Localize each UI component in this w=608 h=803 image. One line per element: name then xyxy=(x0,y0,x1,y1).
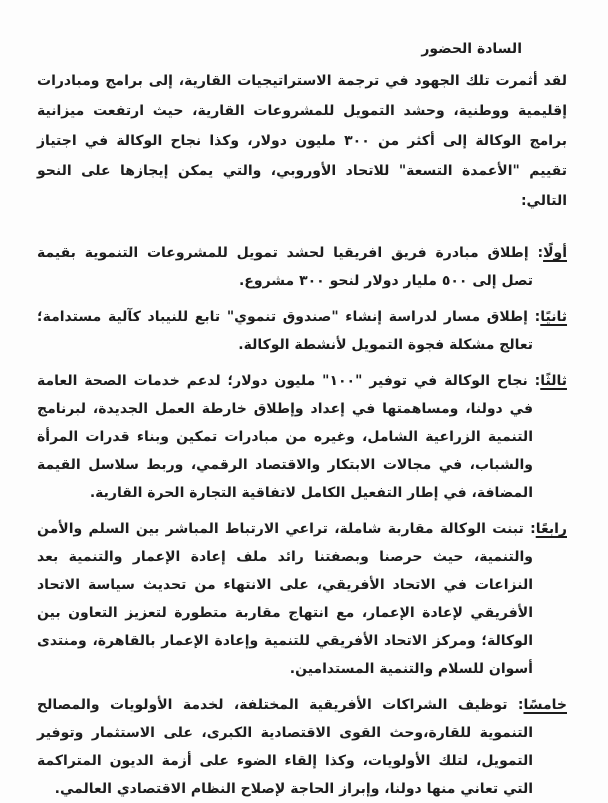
intro-paragraph: لقد أثمرت تلك الجهود في ترجمة الاستراتيجيات القارية، إلى برامج ومبادرات إقليمية ووطنية، وحشد التمويل للمشروعات القارية، حيث ارتفعت ميزانية برامج الوكالة إلى أكثر من ٣٠٠ مليون دولار، وكذا نجاح الوكالة في اجتياز تقييم "الأعمدة التسعة" للاتحاد الأوروبي، والتي يمكن إيجازها على النحو التالي: xyxy=(37,73,567,209)
list-item-3-text: نجاح الوكالة في توفير "١٠٠" مليون دولار؛ لدعم خدمات الصحة العامة في دولنا، ومساهمتها في إعداد وإطلاق خارطة العمل الجديدة، لبرنامج التنمية الزراعية الشامل، وغيره من مبادرات تمكين وبناء قدرات المرأة والشباب، في مجالات الابتكار والاقتصاد الرقمي، وربط سلاسل القيمة المضافة، في إطار التفعيل الكامل لاتفاقية التجارة الحرة القارية. xyxy=(37,373,533,501)
list-item-5 xyxy=(37,691,567,803)
list-item-2 xyxy=(37,303,567,359)
list-item-4-label: رابعًا: xyxy=(530,521,567,537)
list-item-1-text: إطلاق مبادرة فريق افريقيا لحشد تمويل للمشروعات التنموية بقيمة تصل إلى ٥٠٠ مليار دولار لنحو ٣٠٠ مشروع. xyxy=(37,245,533,289)
list-item-1 xyxy=(37,239,567,295)
label-colon: : xyxy=(517,697,524,713)
list-item-3-label: ثالثًا: xyxy=(534,373,567,389)
list-item-5-label: خامسًا: xyxy=(517,697,567,713)
label-colon: : xyxy=(537,245,544,261)
list-item-1-label: أولًا: xyxy=(537,245,567,261)
list-item-3 xyxy=(37,367,567,507)
list-item-4 xyxy=(37,515,567,683)
label-colon: : xyxy=(534,373,541,389)
label-colon: : xyxy=(534,309,541,325)
list-item-2-label: ثانيًا: xyxy=(534,309,568,325)
attendees-heading: السادة الحضور xyxy=(421,41,522,57)
label-colon: : xyxy=(530,521,536,537)
list-item-4-text: تبنت الوكالة مقاربة شاملة، تراعي الارتباط المباشر بين السلم والأمن والتنمية، حيث حرصنا وبصفتنا رائد ملف إعادة الإعمار والتنمية بعد النزاعات في الاتحاد الأفريقي، على الانتهاء من تحديث سياسة الاتحاد الأفريقي لإعادة الإعمار، مع انتهاج مقاربة متطورة لتعزيز التعاون بين الوكالة؛ ومركز الاتحاد الأفريقي للتنمية وإعادة الإعمار بالقاهرة، ومنتدى أسوان للسلام والتنمية المستدامين. xyxy=(37,521,533,677)
list-item-2-text: إطلاق مسار لدراسة إنشاء "صندوق تنموي" تابع للنيباد كآلية مستدامة؛ تعالج مشكلة فجوة التمويل لأنشطة الوكالة. xyxy=(37,309,533,353)
list-item-5-text: توظيف الشراكات الأفريقية المختلفة، لخدمة الأولويات والمصالح التنموية للقارة،وحث القوى الاقتصادية الكبرى، على الاستثمار وتوفير التمويل، لتلك الأولويات، وكذا إلقاء الضوء على أزمة الديون المتراكمة التي تعاني منها دولنا، وإبراز الحاجة لإصلاح النظام الاقتصادي العالمي. xyxy=(37,697,533,797)
